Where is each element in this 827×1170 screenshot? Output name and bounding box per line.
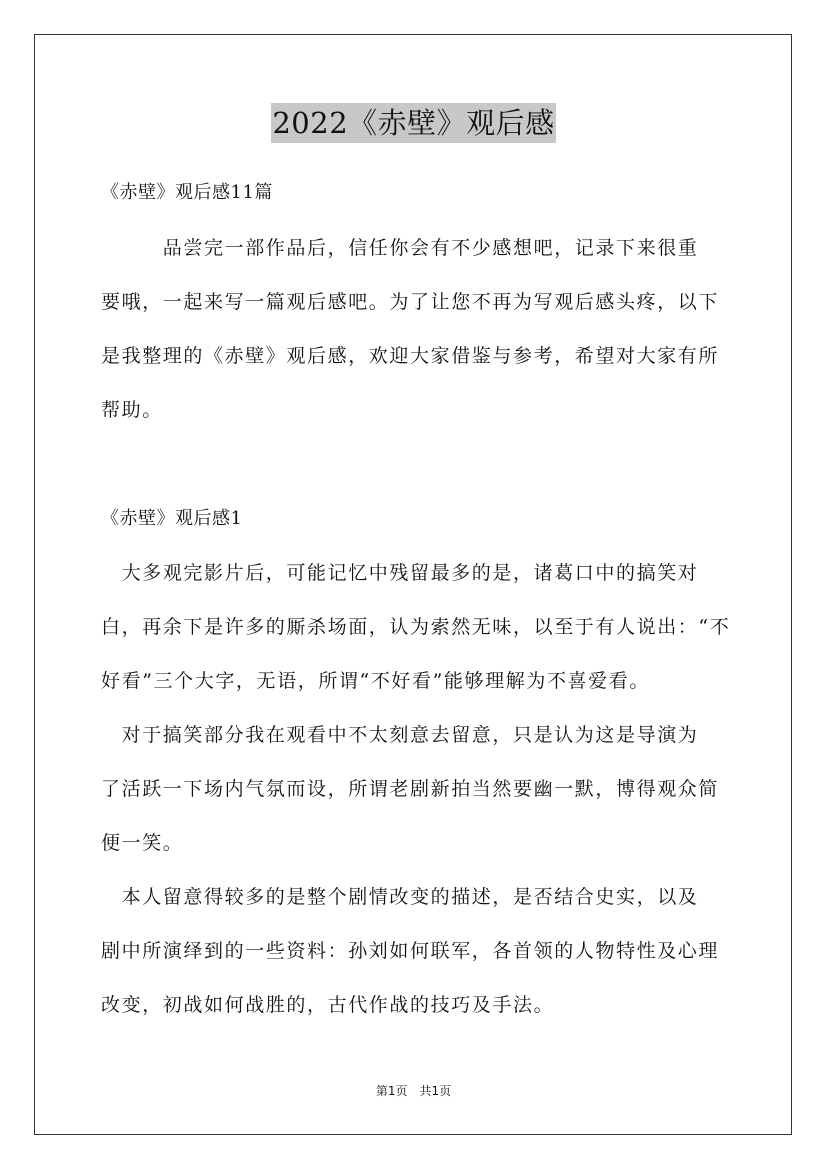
paragraph2-line-1: 对于搞笑部分我在观看中不太刻意去留意，只是认为这是导演为	[101, 724, 699, 746]
section-heading: 《赤壁》观后感1	[101, 508, 243, 529]
paragraph1-line-1: 大多观完影片后，可能记忆中残留最多的是，诸葛口中的搞笑对	[101, 562, 699, 584]
paragraph2-line-2: 了活跃一下场内气氛而设，所谓老剧新拍当然要幽一默，博得观众简	[101, 778, 720, 800]
intro-line-1: 品尝完一部作品后，信任你会有不少感想吧，记录下来很重	[101, 237, 699, 259]
paragraph1-line-2: 白，再余下是许多的厮杀场面，认为索然无味，以至于有人说出：“不	[101, 616, 731, 638]
intro-line-2: 要哦，一起来写一篇观后感吧。为了让您不再为写观后感头疼，以下	[101, 291, 720, 313]
document-subtitle: 《赤壁》观后感11篇	[101, 182, 273, 203]
paragraph1-line-3: 好看”三个大字，无语，所谓“不好看”能够理解为不喜爱看。	[101, 670, 650, 692]
paragraph2-line-3: 便一笑。	[101, 832, 184, 854]
intro-line-4: 帮助。	[101, 399, 163, 421]
paragraph3-line-1: 本人留意得较多的是整个剧情改变的描述，是否结合史实，以及	[101, 886, 699, 908]
page-footer: 第1页 共1页	[375, 1084, 452, 1098]
paragraph3-line-2: 剧中所演绎到的一些资料：孙刘如何联军，各首领的人物特性及心理	[101, 940, 720, 962]
document-title: 2022《赤壁》观后感	[271, 103, 555, 143]
paragraph3-line-3: 改变，初战如何战胜的，古代作战的技巧及手法。	[101, 994, 555, 1016]
title-container	[0, 103, 827, 143]
intro-line-3: 是我整理的《赤壁》观后感，欢迎大家借鉴与参考，希望对大家有所	[101, 345, 720, 367]
